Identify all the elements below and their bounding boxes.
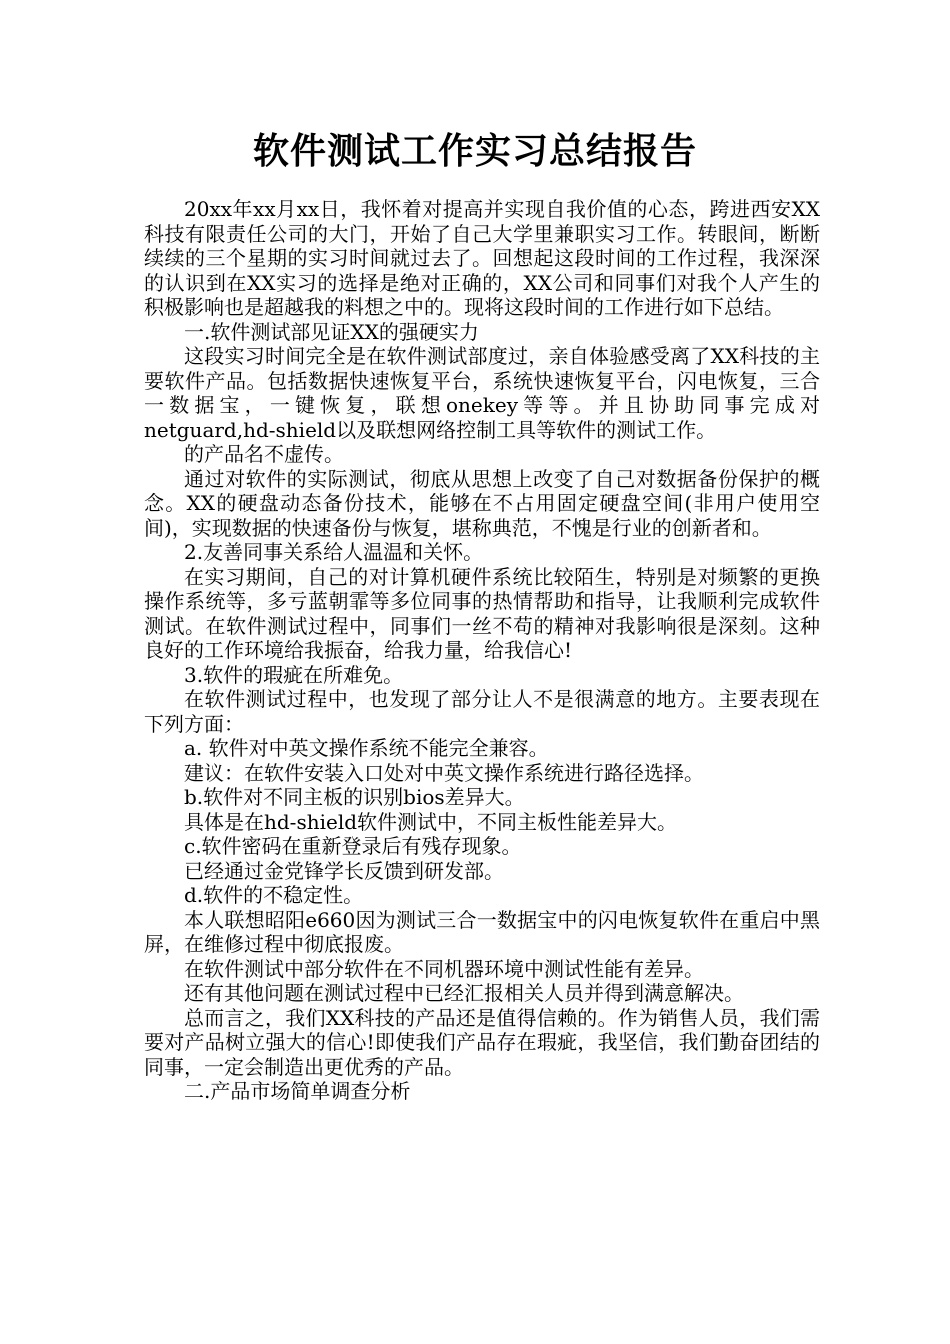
document-title: 软件测试工作实习总结报告 [252, 131, 697, 172]
list-item: c.软件密码在重新登录后有残存现象。 [184, 834, 522, 858]
list-item: b.软件对不同主板的识别bios差异大。 [184, 785, 525, 809]
paragraph: 20xx年xx月xx日，我怀着对提高并实现自我价值的心态，跨进西安XX科技有限责任公司的大门，开始了自己大学里兼职实习工作。转眼间，断断续续的三个星期的实习时间就过去了。回想起这段时间的工作过程，我深深的认识到在XX实习的选择是绝对正确的，XX公司和同事们对我个人产生的积极影响也是超越我的料想之中的。现将这段时间的工作进行如下总结。 [144, 197, 820, 319]
paragraph: 总而言之，我们XX科技的产品还是值得信赖的。作为销售人员，我们需要对产品树立强大的信心!即使我们产品存在瑕疵，我坚信，我们勤奋团结的同事，一定会制造出更优秀的产品。 [144, 1005, 820, 1079]
list-item: d.软件的不稳定性。 [184, 883, 364, 907]
section-heading: 3.软件的瑕疵在所难免。 [184, 662, 404, 687]
paragraph: 建议：在软件安装入口处对中英文操作系统进行路径选择。 [184, 760, 704, 785]
paragraph: 在软件测试中部分软件在不同机器环境中测试性能有差异。 [184, 956, 704, 981]
paragraph: 在软件测试过程中，也发现了部分让人不是很满意的地方。主要表现在下列方面： [144, 687, 820, 736]
document-body [144, 197, 820, 1104]
section-heading: 一.软件测试部见证XX的强硬实力 [184, 319, 479, 344]
paragraph: 具体是在hd-shield软件测试中，不同主板性能差异大。 [184, 809, 678, 834]
section-heading: 二.产品市场简单调查分析 [184, 1079, 411, 1103]
paragraph: 已经通过金党锋学长反馈到研发部。 [184, 858, 504, 883]
paragraph: 的产品名不虚传。 [184, 442, 344, 466]
paragraph: 在实习期间，自己的对计算机硬件系统比较陌生，特别是对频繁的更换操作系统等，多亏蓝朝霏等多位同事的热情帮助和指导，让我顺利完成软件测试。在软件测试过程中，同事们一丝不苟的精神对我影响很是深刻。这种良好的工作环境给我振奋，给我力量，给我信心! [144, 564, 820, 662]
paragraph: 通过对软件的实际测试，彻底从思想上改变了自己对数据备份保护的概念。XX的硬盘动态备份技术，能够在不占用固定硬盘空间(非用户使用空间)，实现数据的快速备份与恢复，堪称典范，不愧是行业的创新者和。 [144, 466, 820, 540]
paragraph: 还有其他问题在测试过程中已经汇报相关人员并得到满意解决。 [184, 981, 744, 1005]
paragraph: 本人联想昭阳e660因为测试三合一数据宝中的闪电恢复软件在重启中黑屏，在维修过程中彻底报废。 [144, 907, 820, 956]
section-heading: 2.友善同事关系给人温温和关怀。 [184, 540, 484, 564]
list-item: a. 软件对中英文操作系统不能完全兼容。 [184, 736, 549, 760]
paragraph: 这段实习时间完全是在软件测试部度过，亲自体验感受离了XX科技的主要软件产品。包括数据快速恢复平台，系统快速恢复平台，闪电恢复，三合一数据宝，一键恢复，联想onekey等等。并且协助同事完成对netguard,hd-shield以及联想网络控制工具等软件的测试工作。 [144, 344, 820, 442]
